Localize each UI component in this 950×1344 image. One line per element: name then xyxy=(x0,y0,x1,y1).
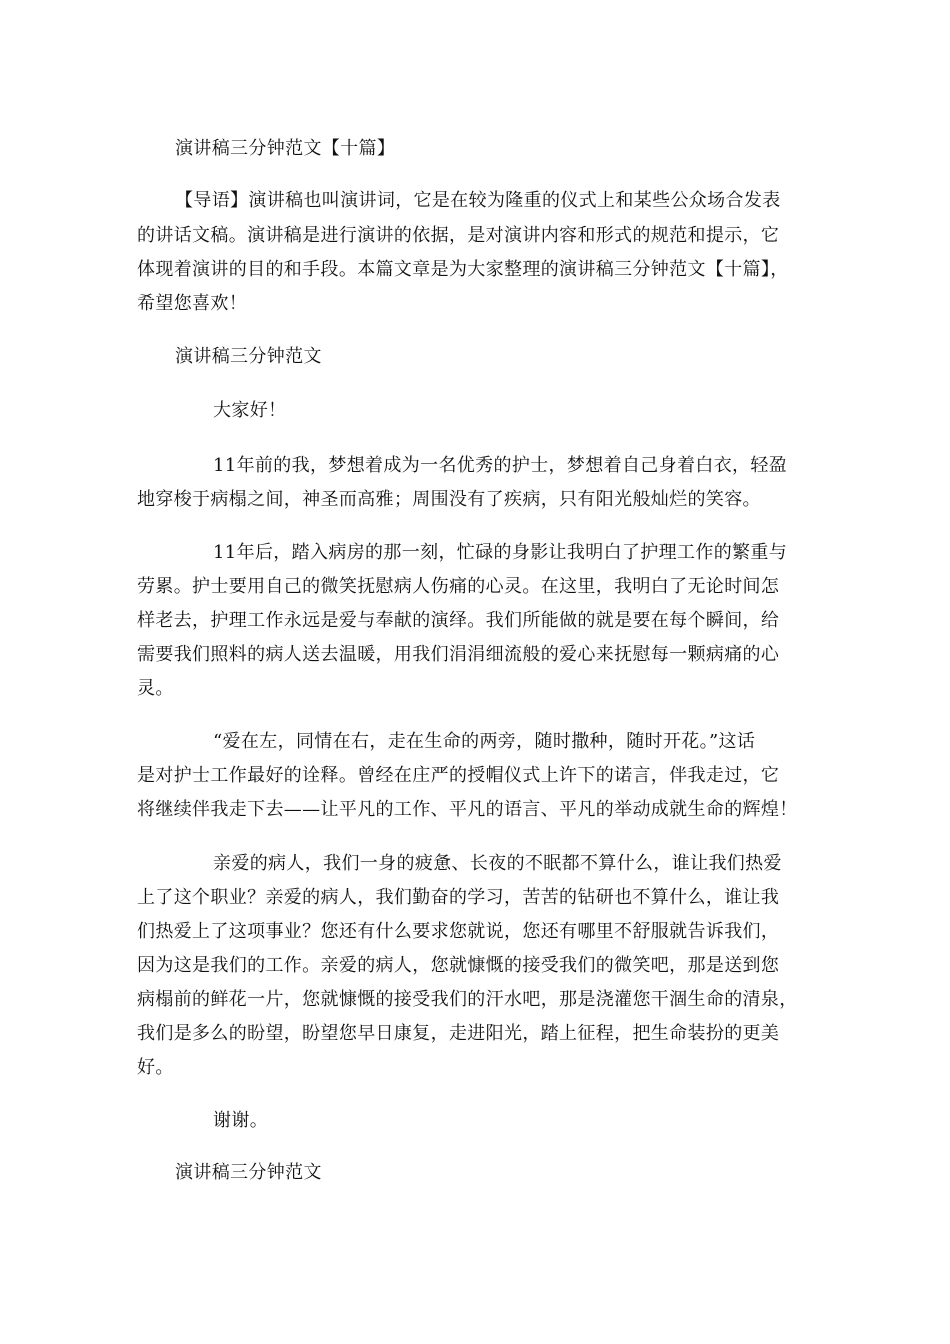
paragraph-line: 好。 xyxy=(137,1057,174,1078)
document-title: 演讲稿三分钟范文【十篇】 xyxy=(175,138,396,159)
paragraph-line: 病榻前的鲜花一片，您就慷慨的接受我们的汗水吧，那是浇灌您干涸生命的清泉， xyxy=(137,989,798,1010)
paragraph-line: “爱在左，同情在右，走在生命的两旁，随时撒种，随时开花。”这话 xyxy=(213,731,756,752)
paragraph-line: 将继续伴我走下去——让平凡的工作、平凡的语言、平凡的举动成就生命的辉煌！ xyxy=(137,799,798,820)
intro-line: 【导语】演讲稿也叫演讲词，它是在较为隆重的仪式上和某些公众场合发表 xyxy=(175,190,781,211)
closing-thanks: 谢谢。 xyxy=(213,1110,269,1131)
paragraph-line: 需要我们照料的病人送去温暖，用我们涓涓细流般的爱心来抚慰每一颗病痛的心 xyxy=(137,644,780,665)
section-heading: 演讲稿三分钟范文 xyxy=(175,346,322,367)
greeting: 大家好！ xyxy=(213,400,287,421)
paragraph-line: 劳累。护士要用自己的微笑抚慰病人伤痛的心灵。在这里，我明白了无论时间怎 xyxy=(137,576,780,597)
paragraph-line: 我们是多么的盼望，盼望您早日康复，走进阳光，踏上征程，把生命装扮的更美 xyxy=(137,1023,780,1044)
paragraph-line: 上了这个职业？亲爱的病人，我们勤奋的学习，苦苦的钻研也不算什么，谁让我 xyxy=(137,887,780,908)
paragraph-line: 因为这是我们的工作。亲爱的病人，您就慷慨的接受我们的微笑吧，那是送到您 xyxy=(137,955,780,976)
intro-line: 的讲话文稿。演讲稿是进行演讲的依据，是对演讲内容和形式的规范和提示，它 xyxy=(137,225,780,246)
paragraph-line: 11年后，踏入病房的那一刻，忙碌的身影让我明白了护理工作的繁重与 xyxy=(213,542,788,563)
paragraph-line: 灵。 xyxy=(137,678,174,699)
section-heading: 演讲稿三分钟范文 xyxy=(175,1162,322,1183)
paragraph-line: 地穿梭于病榻之间，神圣而高雅；周围没有了疾病，只有阳光般灿烂的笑容。 xyxy=(137,489,761,510)
paragraph-line: 亲爱的病人，我们一身的疲惫、长夜的不眠都不算什么，谁让我们热爱 xyxy=(213,853,782,874)
paragraph-line: 是对护士工作最好的诠释。曾经在庄严的授帽仪式上许下的诺言，伴我走过，它 xyxy=(137,765,780,786)
paragraph-line: 11年前的我，梦想着成为一名优秀的护士，梦想着自己身着白衣，轻盈 xyxy=(213,455,788,476)
intro-line: 希望您喜欢！ xyxy=(137,293,248,314)
paragraph-line: 样老去，护理工作永远是爱与奉献的演绎。我们所能做的就是要在每个瞬间，给 xyxy=(137,610,780,631)
intro-line: 体现着演讲的目的和手段。本篇文章是为大家整理的演讲稿三分钟范文【十篇】， xyxy=(137,259,789,280)
paragraph-line: 们热爱上了这项事业？您还有什么要求您就说，您还有哪里不舒服就告诉我们， xyxy=(137,921,780,942)
